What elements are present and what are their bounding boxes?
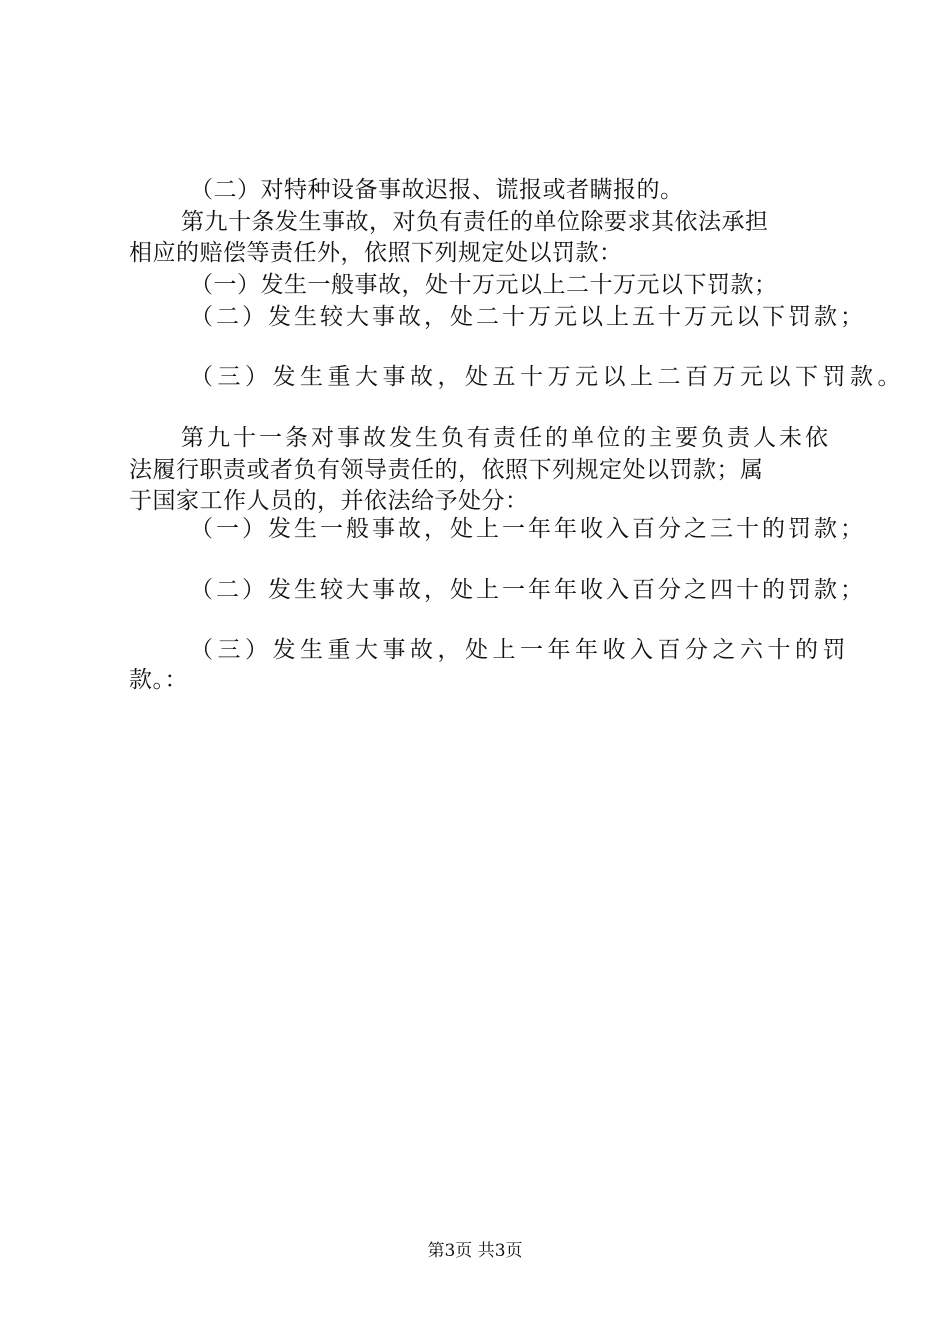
- paragraph-line: （三）发生重大事故，处上一年年收入百分之六十的罚: [190, 637, 850, 663]
- paragraph-line: （一）发生一般事故，处上一年年收入百分之三十的罚款；: [190, 516, 866, 542]
- page-number-footer: 第3页 共3页: [427, 1241, 523, 1261]
- paragraph-line: 于国家工作人员的，并依法给予处分：: [129, 488, 529, 514]
- paragraph-line: （一）发生一般事故，处十万元以上二十万元以下罚款；: [190, 272, 778, 298]
- paragraph-line: （二）发生较大事故，处上一年年收入百分之四十的罚款；: [190, 577, 866, 603]
- paragraph-line: 相应的赔偿等责任外，依照下列规定处以罚款：: [129, 240, 623, 266]
- paragraph-line: （二）发生较大事故，处二十万元以上五十万元以下罚款；: [190, 304, 866, 330]
- paragraph-line: 第九十条发生事故，对负有责任的单位除要求其依法承担: [181, 209, 769, 235]
- paragraph-line: 法履行职责或者负有领导责任的，依照下列规定处以罚款；属: [129, 457, 764, 483]
- paragraph-line: 第九十一条对事故发生负有责任的单位的主要负责人未依: [181, 425, 831, 451]
- paragraph-line: 款。：: [129, 667, 188, 693]
- paragraph-line: （二）对特种设备事故迟报、谎报或者瞒报的。: [190, 177, 684, 203]
- paragraph-line: （三）发生重大事故，处五十万元以上二百万元以下罚款。: [190, 364, 905, 390]
